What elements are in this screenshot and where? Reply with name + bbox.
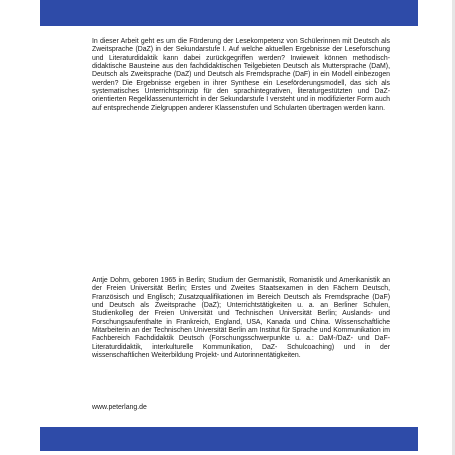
top-color-band [40, 0, 418, 26]
author-bio-text: Antje Dohrn, geboren 1965 in Berlin; Studium der Germanistik, Romanistik und Amerikanistik an der Freien Universität Berlin; Erstes und Zweites Staatsexamen in den Fächern Deutsch, Französisch und Englisch; Zusatzqualifikationen im Bereich Deutsch als Fremdsprache (DaF) und Deutsch als Zweitsprache (DaZ); Unterrichtstätigkeiten u. a. an Berliner Schulen, Studienkolleg der Freien Universität und Technischen Universität Berlin; Auslands- und Forschungsaufenthalte in Frankreich, England, USA, Kanada und China. Wissenschaftliche Mitarbeiterin an der Technischen Universität Berlin am Institut für Sprache und Kommunikation im Fachbereich Fachdidaktik Deutsch (Forschungsschwerpunkte u. a.: DaM-/DaZ- und DaF-Literaturdidaktik, interkulturelle Kommunikation, DaZ- Schulcoaching) und in der wissenschaftlichen Weiterbildung Projekt- und Autorinnentätigkeiten. [92, 277, 390, 360]
abstract-text: In dieser Arbeit geht es um die Förderung der Lesekompetenz von Schülerinnen mit Deutsch als Zweitsprache (DaZ) in der Sekundarstufe I. Auf welche aktuellen Ergebnisse der Leseforschung und Literaturdidaktik kann dabei zurückgegriffen werden? Inwieweit können methodisch-didaktische Bausteine aus den fachdidaktischen Teilgebieten Deutsch als Muttersprache (DaM), Deutsch als Zweitsprache (DaZ) und Deutsch als Fremdsprache (DaF) in ein Modell einbezogen werden? Die Ergebnisse ergeben in ihrer Synthese ein Leseförderungsmodell, das sich als systematisches Unterrichtsprinzip für den sprachintegrativen, literaturgestützten und DaZ-orientierten Regelklassenunterricht in der Sekundarstufe I versteht und in modifizierter Form auch auf entsprechende Zielgruppen anderer Klassenstufen und Schularten übertragen werden kann. [92, 38, 390, 112]
publisher-url: www.peterlang.de [92, 404, 147, 411]
bottom-color-band [40, 427, 418, 451]
